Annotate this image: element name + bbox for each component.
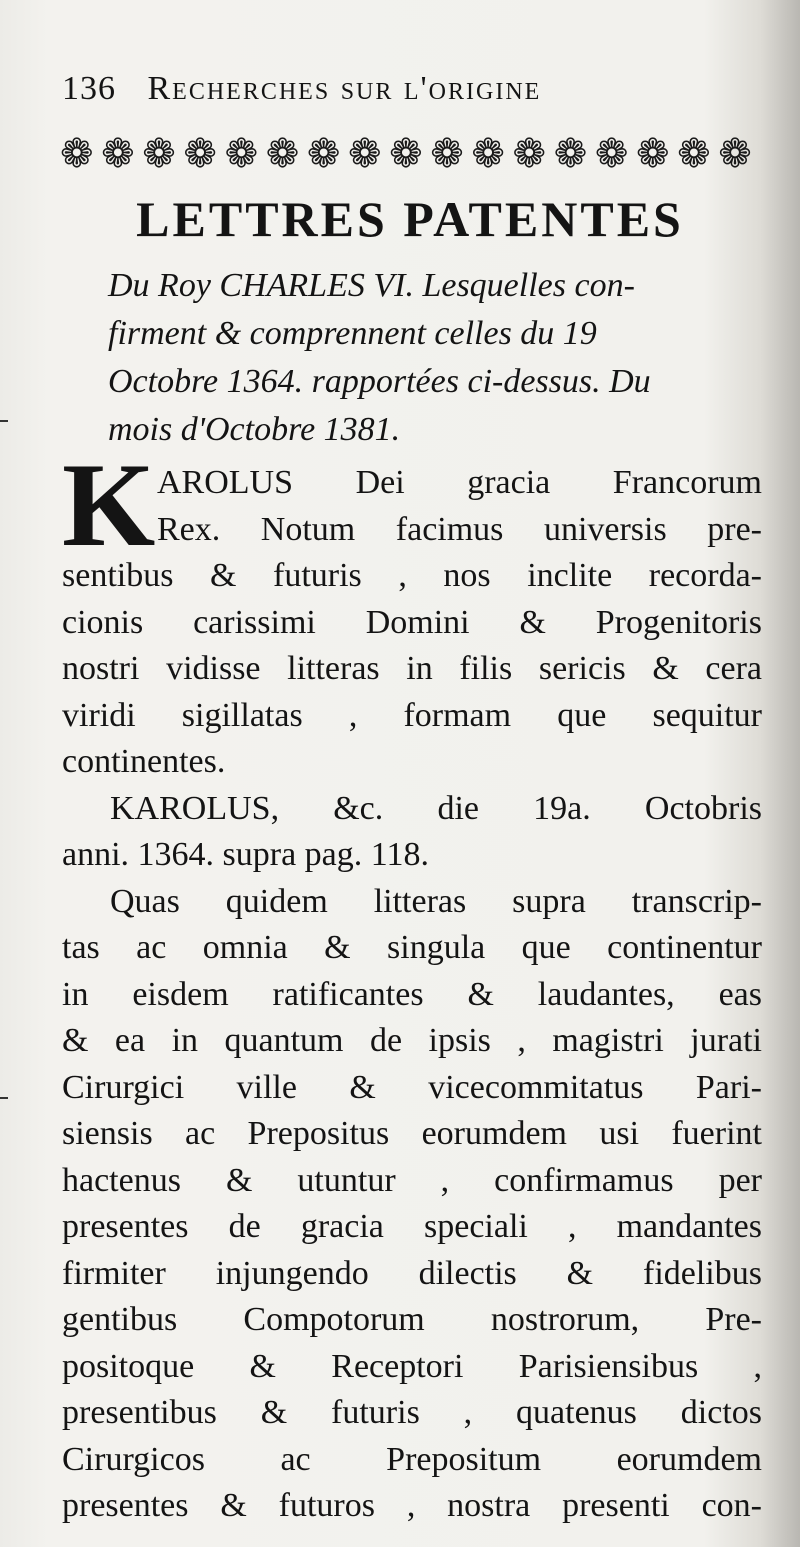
text-line: presentes & futuros , nostra presenti con- bbox=[62, 1487, 762, 1524]
text-line: presentes de gracia speciali , mandantes bbox=[62, 1208, 762, 1245]
ornament-flower-icon: ❁ bbox=[553, 131, 588, 176]
text-line: & ea in quantum de ipsis , magistri jurati bbox=[62, 1022, 762, 1059]
ornament-flower-icon: ❁ bbox=[635, 131, 670, 176]
page-number: 136 bbox=[62, 70, 116, 107]
ornament-flower-icon: ❁ bbox=[389, 131, 423, 176]
text-line: Cirurgicos ac Prepositum eorumdem bbox=[62, 1440, 762, 1478]
ornament-flower-icon: ❁ bbox=[471, 131, 505, 176]
drop-capital: K bbox=[62, 438, 156, 571]
text-line: tas ac omnia & singula que continentur bbox=[62, 929, 762, 966]
ornament-flower-icon: ❁ bbox=[101, 131, 135, 176]
margin-mark bbox=[0, 420, 8, 422]
text-line: presentibus & futuris , quatenus dictos bbox=[62, 1394, 762, 1431]
body-text bbox=[62, 460, 762, 1530]
ornament-flower-icon: ❁ bbox=[224, 131, 259, 176]
text-line: Cirurgici ville & vicecommitatus Pari- bbox=[62, 1068, 762, 1106]
subtitle-line: Du Roy CHARLES VI. Lesquelles con- bbox=[108, 267, 635, 304]
ornament-flower-icon: ❁ bbox=[265, 131, 300, 176]
text-line: firmiter injungendo dilectis & fidelibus bbox=[62, 1254, 762, 1292]
subtitle-line: firment & comprennent celles du 19 bbox=[108, 315, 597, 352]
text-line: KAROLUS, &c. die 19a. Octobris bbox=[110, 789, 762, 827]
ornament-flower-icon: ❁ bbox=[594, 131, 629, 176]
text-line: continentes. bbox=[62, 743, 226, 780]
ornament-flower-icon: ❁ bbox=[430, 131, 464, 176]
decorative-ornament-band bbox=[60, 128, 752, 180]
running-header bbox=[62, 70, 762, 108]
text-line: in eisdem ratificantes & laudantes, eas bbox=[62, 975, 762, 1013]
ornament-flower-icon: ❁ bbox=[347, 131, 382, 176]
ornament-flower-icon: ❁ bbox=[718, 131, 752, 176]
text-line: Quas quidem litteras supra transcrip- bbox=[110, 882, 762, 920]
text-line: positoque & Receptori Parisiensibus , bbox=[62, 1347, 762, 1385]
running-title: Recherches sur l'origine bbox=[147, 70, 542, 107]
subtitle-line: Octobre 1364. rapportées ci-dessus. Du bbox=[108, 363, 651, 400]
text-line: nostri vidisse litteras in filis sericis & cera bbox=[62, 650, 762, 687]
ornament-flower-icon: ❁ bbox=[142, 131, 176, 176]
document-title: LETTRES PATENTES bbox=[136, 191, 684, 247]
text-line: Rex. Notum facimus universis pre- bbox=[157, 510, 762, 548]
text-line: anni. 1364. supra pag. 118. bbox=[62, 836, 430, 873]
text-line: siensis ac Prepositus eorumdem usi fuerint bbox=[62, 1115, 762, 1152]
ornament-flower-icon: ❁ bbox=[677, 131, 711, 176]
document-subtitle bbox=[108, 262, 760, 454]
text-line: gentibus Compotorum nostrorum, Pre- bbox=[62, 1301, 762, 1338]
margin-mark bbox=[0, 1097, 8, 1099]
ornament-flower-icon: ❁ bbox=[183, 131, 217, 176]
ornament-flower-icon: ❁ bbox=[512, 131, 547, 176]
text-line: sentibus & futuris , nos inclite recorda- bbox=[62, 557, 762, 594]
text-line: hactenus & utuntur , confirmamus per bbox=[62, 1161, 762, 1199]
ornament-flower-icon: ❁ bbox=[306, 131, 341, 176]
subtitle-line: mois d'Octobre 1381. bbox=[108, 411, 401, 448]
text-line: cionis carissimi Domini & Progenitoris bbox=[62, 603, 762, 641]
text-line: viridi sigillatas , formam que sequitur bbox=[62, 696, 762, 734]
text-line: AROLUS Dei gracia Francorum bbox=[157, 464, 762, 501]
ornament-flower-icon: ❁ bbox=[60, 131, 94, 176]
